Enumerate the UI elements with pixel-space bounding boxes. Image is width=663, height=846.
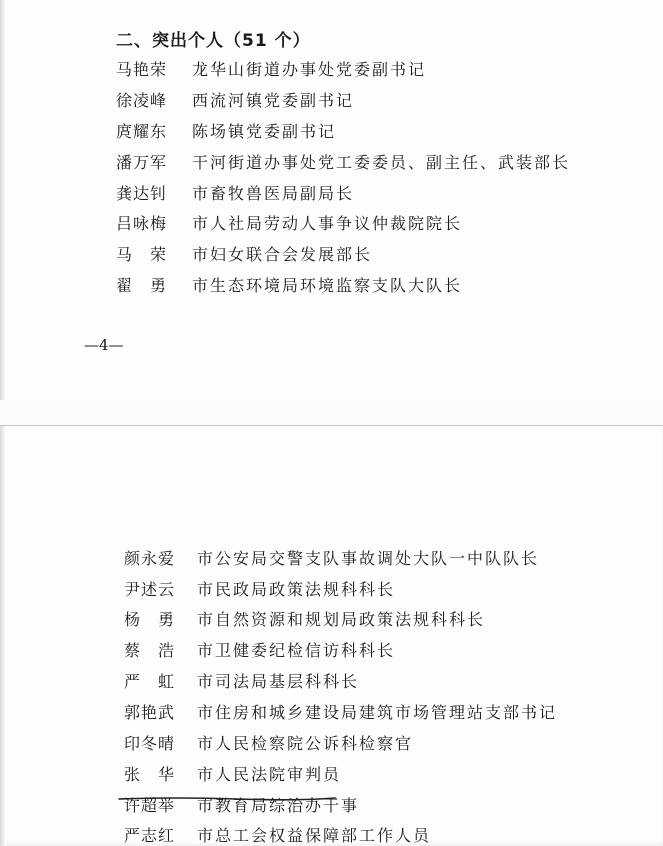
person-name: 许超举 <box>124 796 176 815</box>
person-name: 徐凌峰 <box>116 91 168 110</box>
person-position: 市卫健委纪检信访科科长 <box>197 641 396 660</box>
person-name: 马 荣 <box>116 245 168 264</box>
person-name: 张 华 <box>124 765 176 784</box>
page-edge-shadow <box>0 426 6 846</box>
person-position: 市畜牧兽医局副局长 <box>192 184 355 203</box>
person-position: 市妇女联合会发展部长 <box>192 245 373 264</box>
handwritten-underline-mark <box>117 795 337 803</box>
person-name: 龚达钊 <box>116 184 168 203</box>
person-name: 杨 勇 <box>124 610 176 629</box>
person-position: 市教育局综治办干事 <box>197 796 360 815</box>
person-position: 市人民检察院公诉科检察官 <box>197 734 414 753</box>
person-position: 市人民法院审判员 <box>197 765 342 784</box>
person-position: 市民政局政策法规科科长 <box>197 580 396 599</box>
person-position: 陈场镇党委副书记 <box>192 122 337 141</box>
person-name: 尹述云 <box>124 580 176 599</box>
person-name: 翟 勇 <box>116 276 168 295</box>
page-number: —4— <box>84 336 124 354</box>
person-position: 市司法局基层科科长 <box>197 672 360 691</box>
person-name: 严志红 <box>124 826 176 845</box>
person-name: 蔡 浩 <box>124 641 176 660</box>
person-name: 颜永爱 <box>124 549 176 568</box>
person-name: 潘万军 <box>116 153 168 172</box>
person-position: 市生态环境局环境监察支队大队长 <box>192 276 463 295</box>
person-name: 严 虹 <box>124 672 176 691</box>
person-position: 市自然资源和规划局政策法规科科长 <box>197 610 486 629</box>
person-name: 马艳荣 <box>116 60 168 79</box>
person-name: 吕咏梅 <box>116 214 168 233</box>
page-edge-shadow <box>0 0 6 400</box>
person-name: 庹耀东 <box>116 122 168 141</box>
person-position: 市人社局劳动人事争议仲裁院院长 <box>192 214 463 233</box>
person-position: 市总工会权益保障部工作人员 <box>197 826 432 845</box>
person-position: 市公安局交警支队事故调处大队一中队队长 <box>197 549 540 568</box>
person-position: 市住房和城乡建设局建筑市场管理站支部书记 <box>197 703 558 722</box>
document-page-top <box>0 0 663 400</box>
person-name: 郭艳武 <box>124 703 176 722</box>
person-position: 干河街道办事处党工委委员、副主任、武装部长 <box>192 153 571 172</box>
person-name: 印冬晴 <box>124 734 176 753</box>
person-position: 龙华山街道办事处党委副书记 <box>192 60 427 79</box>
section-title: 二、突出个人（51 个） <box>116 31 311 51</box>
document-page-bottom <box>0 425 663 846</box>
page-gap <box>0 400 663 425</box>
person-position: 西流河镇党委副书记 <box>192 91 355 110</box>
